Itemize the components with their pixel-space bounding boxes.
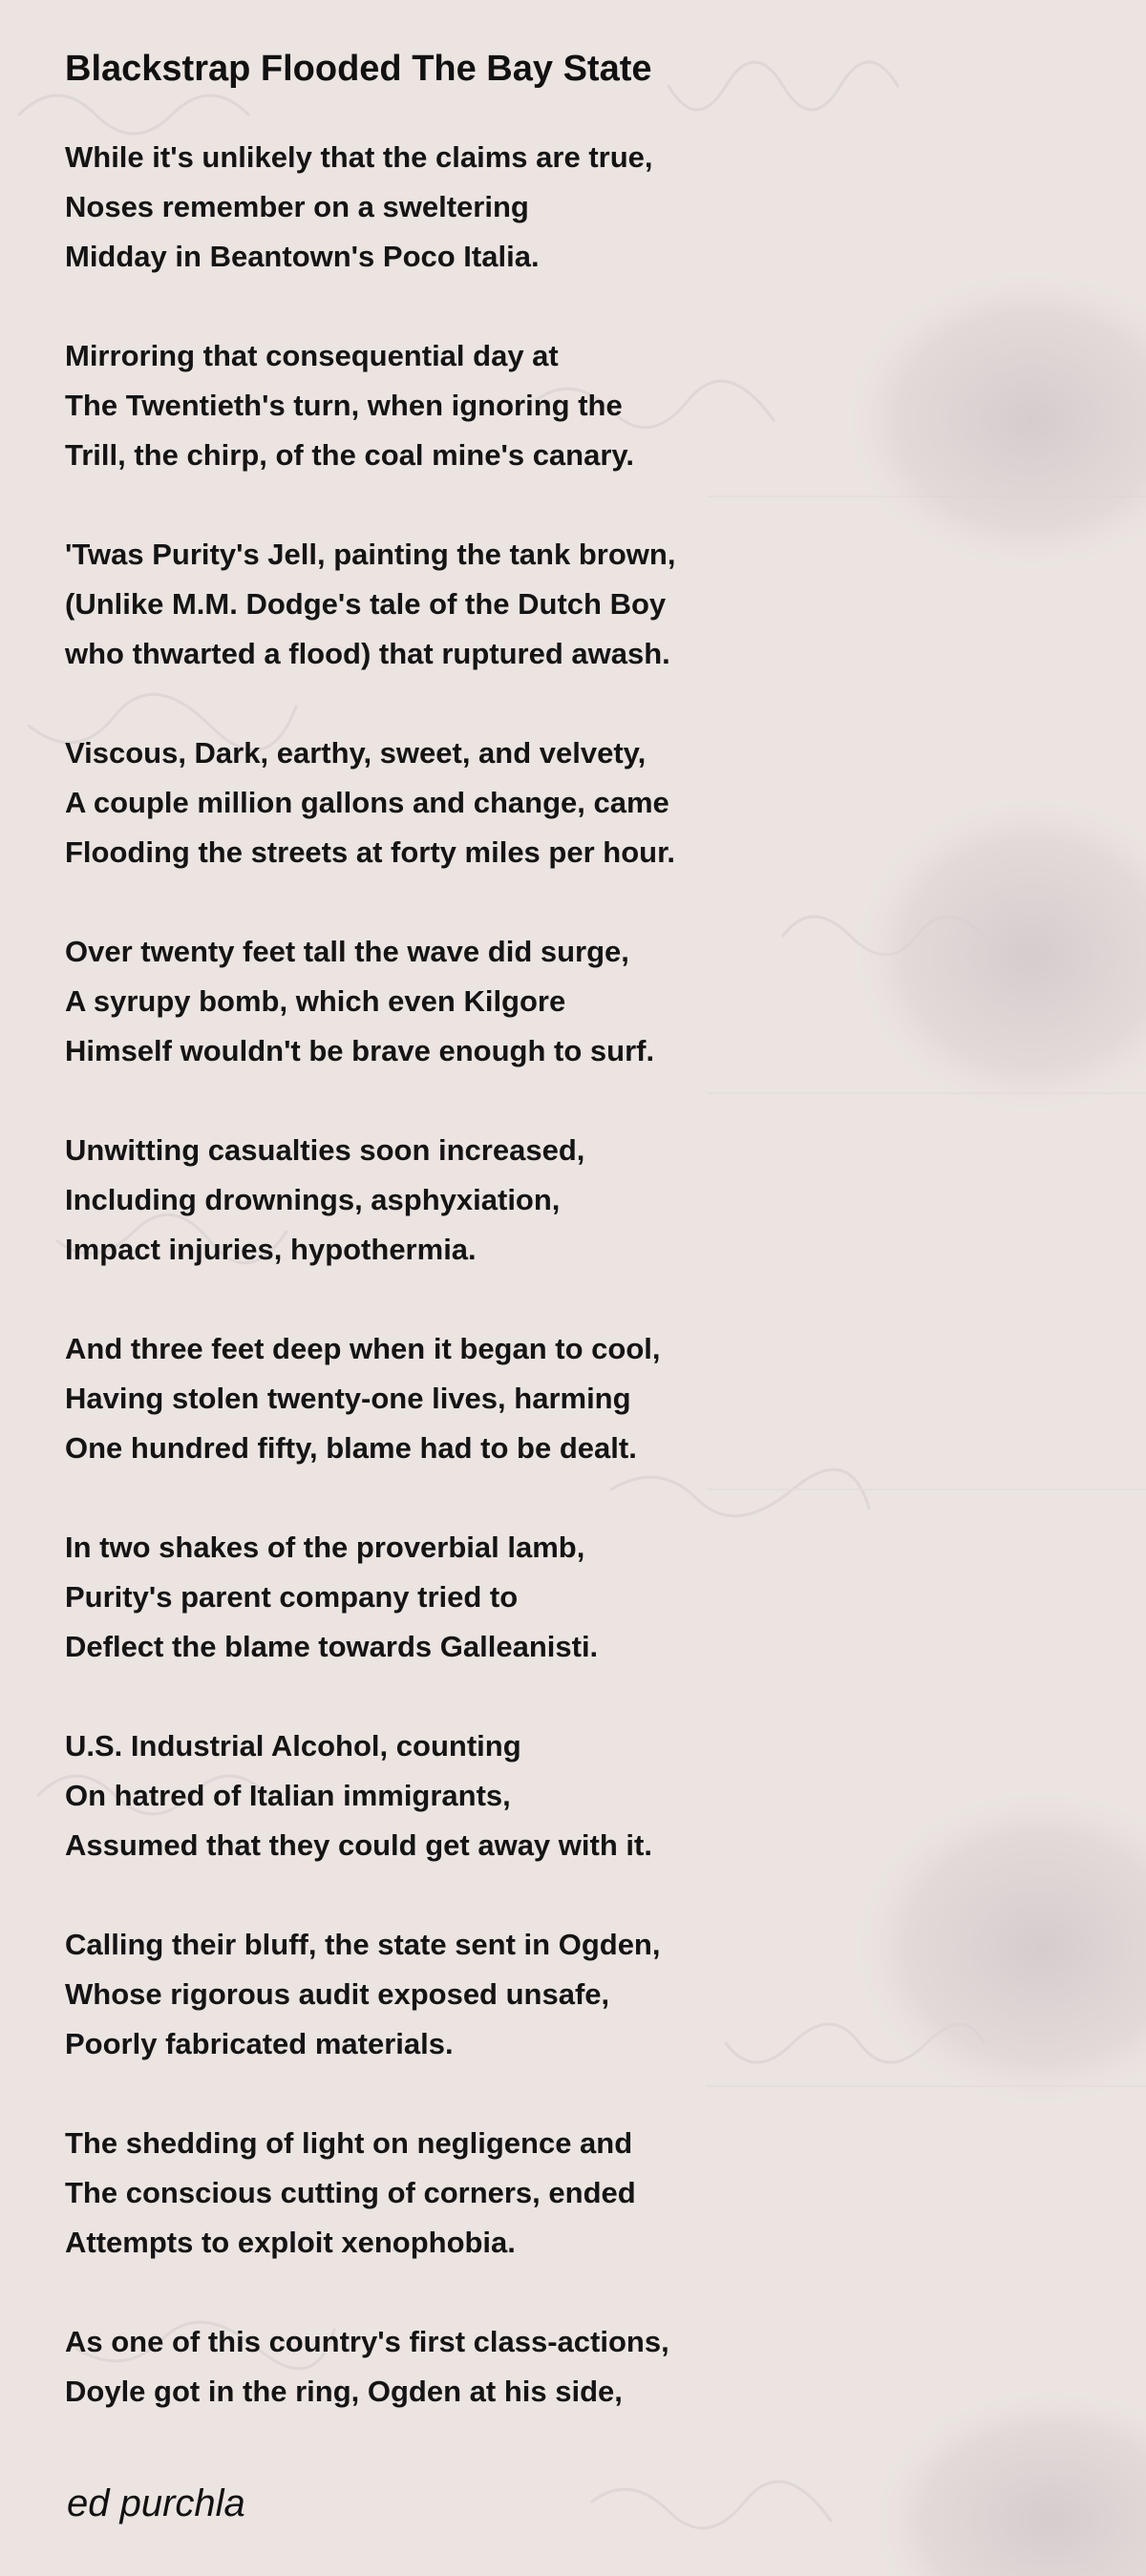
- poem-line: 'Twas Purity's Jell, painting the tank brown,: [65, 538, 676, 571]
- poem-line: Unwitting casualties soon increased,: [65, 1133, 585, 1167]
- poem-line: The shedding of light on negligence and: [65, 2126, 633, 2160]
- poem-line: While it's unlikely that the claims are true,: [65, 140, 653, 174]
- poem-line: Poorly fabricated materials.: [65, 2027, 454, 2060]
- author-name: ed purchla: [67, 2482, 245, 2524]
- stanza: [65, 1126, 1096, 1275]
- stanza: [65, 927, 1096, 1076]
- poem-line: A syrupy bomb, which even Kilgore: [65, 984, 566, 1018]
- poem-line: The conscious cutting of corners, ended: [65, 2176, 636, 2209]
- poem-line: In two shakes of the proverbial lamb,: [65, 1531, 585, 1564]
- poem-line: A couple million gallons and change, came: [65, 786, 669, 819]
- poem-line: who thwarted a flood) that ruptured awash.: [65, 637, 670, 670]
- poem-line: Purity's parent company tried to: [65, 1580, 519, 1614]
- poem-line: U.S. Industrial Alcohol, counting: [65, 1729, 521, 1763]
- poem-body: [65, 48, 1096, 2466]
- stanza: [65, 530, 1096, 679]
- poem-line: Mirroring that consequential day at: [65, 339, 559, 372]
- poem-line: (Unlike M.M. Dodge's tale of the Dutch Boy: [65, 587, 667, 621]
- poem-line: Attempts to exploit xenophobia.: [65, 2226, 516, 2259]
- poem-line: Impact injuries, hypothermia.: [65, 1233, 477, 1266]
- poem-line: Midday in Beantown's Poco Italia.: [65, 240, 540, 273]
- poem-line: Calling their bluff, the state sent in Ogden,: [65, 1928, 661, 1961]
- poem-title: Blackstrap Flooded The Bay State: [65, 49, 652, 89]
- stanza: [65, 2119, 1096, 2268]
- poem-line: As one of this country's first class-actions,: [65, 2325, 669, 2358]
- stanza: [65, 1721, 1096, 1870]
- poem-line: One hundred fifty, blame had to be dealt.: [65, 1431, 637, 1465]
- poem-line: Doyle got in the ring, Ogden at his side,: [65, 2375, 623, 2408]
- poem-line: Over twenty feet tall the wave did surge,: [65, 935, 629, 968]
- poem-line: Assumed that they could get away with it.: [65, 1828, 652, 1862]
- poem-line: On hatred of Italian immigrants,: [65, 1779, 511, 1812]
- stanza-list: [65, 133, 1096, 2417]
- poem-line: Having stolen twenty-one lives, harming: [65, 1382, 631, 1415]
- poem-line: The Twentieth's turn, when ignoring the: [65, 389, 623, 422]
- stanza: [65, 1920, 1096, 2069]
- poem-line: Deflect the blame towards Galleanisti.: [65, 1630, 599, 1663]
- poem-line: And three feet deep when it began to cool,: [65, 1332, 661, 1365]
- poem-line: Himself wouldn't be brave enough to surf.: [65, 1034, 655, 1067]
- stanza: [65, 331, 1096, 480]
- poem-line: Flooding the streets at forty miles per hour.: [65, 835, 676, 869]
- poem-line: Including drownings, asphyxiation,: [65, 1183, 561, 1216]
- poem-line: Trill, the chirp, of the coal mine's canary.: [65, 438, 634, 472]
- stanza: [65, 728, 1096, 877]
- poem-line: Viscous, Dark, earthy, sweet, and velvety,: [65, 736, 647, 770]
- poem-line: Whose rigorous audit exposed unsafe,: [65, 1977, 610, 2011]
- stanza: [65, 1324, 1096, 1473]
- stanza: [65, 2317, 1096, 2417]
- poem-line: Noses remember on a sweltering: [65, 190, 529, 223]
- stanza: [65, 133, 1096, 282]
- stanza: [65, 1523, 1096, 1672]
